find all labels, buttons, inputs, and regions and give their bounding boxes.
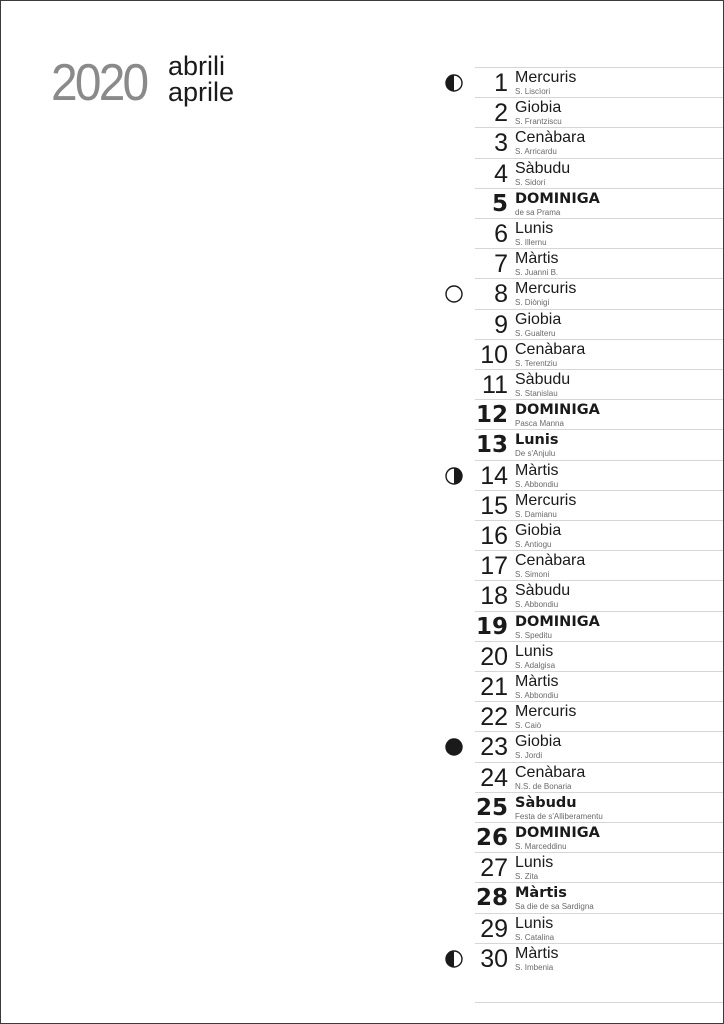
row-divider xyxy=(475,309,723,310)
saint-name: S. Abbondiu xyxy=(515,479,559,489)
row-divider xyxy=(475,429,723,430)
row-divider xyxy=(475,248,723,249)
saint-name: S. Gualteru xyxy=(515,328,556,338)
weekday-name: Màrtis xyxy=(515,461,559,479)
day-row xyxy=(1,127,723,157)
saint-name: Pasca Manna xyxy=(515,419,564,429)
row-divider xyxy=(475,822,723,823)
day-row xyxy=(1,218,723,248)
row-divider xyxy=(475,701,723,702)
day-number: 8 xyxy=(494,280,508,309)
day-number: 17 xyxy=(480,552,508,581)
day-row xyxy=(1,731,723,761)
row-divider xyxy=(475,792,723,793)
row-divider xyxy=(475,188,723,189)
day-number: 2 xyxy=(494,99,508,128)
row-divider xyxy=(475,550,723,551)
day-row xyxy=(1,822,723,852)
row-divider xyxy=(475,611,723,612)
moon-new-icon xyxy=(445,738,463,756)
day-number: 15 xyxy=(480,491,508,520)
day-number: 25 xyxy=(475,794,508,821)
saint-name: S. Abbondiu xyxy=(515,600,559,610)
weekday-name: Sàbudu xyxy=(515,159,571,177)
month-name-italian: aprile xyxy=(168,77,235,107)
weekday-name: Giobia xyxy=(515,733,562,751)
day-number: 30 xyxy=(480,944,508,973)
day-row xyxy=(1,641,723,671)
day-number: 13 xyxy=(475,432,508,459)
saint-name: S. Frantziscu xyxy=(515,117,562,127)
moon-first-quarter-icon xyxy=(445,467,463,485)
day-number: 9 xyxy=(494,310,508,339)
saint-name: S. Damianu xyxy=(515,509,557,519)
row-divider xyxy=(475,913,723,914)
saint-name: S. Stanislau xyxy=(515,389,558,398)
saint-name: S. Diònigi xyxy=(515,298,550,308)
weekday-name: Giobia xyxy=(515,522,562,539)
row-divider xyxy=(475,278,723,279)
day-row xyxy=(1,339,723,369)
weekday-name: Lunis xyxy=(515,854,554,872)
row-divider xyxy=(475,731,723,732)
day-row xyxy=(1,882,723,912)
moon-last-quarter-icon xyxy=(445,74,463,92)
day-row xyxy=(1,490,723,520)
day-row xyxy=(1,309,723,339)
day-row xyxy=(1,97,723,127)
saint-name: N.S. de Bonaria xyxy=(515,781,572,791)
weekday-name: Giobia xyxy=(515,99,562,117)
moon-last-quarter-icon xyxy=(445,950,463,968)
day-number: 3 xyxy=(494,129,508,158)
day-number: 29 xyxy=(480,914,508,943)
day-number: 1 xyxy=(494,69,508,97)
day-row xyxy=(1,913,723,943)
saint-name: S. Arricardu xyxy=(515,147,557,157)
saint-name: De s'Anjulu xyxy=(515,449,556,459)
day-row xyxy=(1,580,723,610)
day-number: 16 xyxy=(480,522,508,550)
weekday-name: Sàbudu xyxy=(515,582,571,600)
row-divider xyxy=(475,399,723,400)
moon-full-icon xyxy=(445,285,463,303)
row-divider xyxy=(475,97,723,98)
day-number: 22 xyxy=(480,703,508,732)
row-divider xyxy=(475,67,723,68)
row-divider xyxy=(475,158,723,159)
divider xyxy=(475,1002,723,1003)
day-row xyxy=(1,611,723,641)
day-row xyxy=(1,429,723,459)
weekday-name: DOMINIGA xyxy=(515,402,600,419)
day-row xyxy=(1,67,723,97)
saint-name: S. Speditu xyxy=(515,630,552,640)
day-row xyxy=(1,369,723,399)
row-divider xyxy=(475,580,723,581)
saint-name: S. Simoni xyxy=(515,570,550,580)
saint-name: S. Zita xyxy=(515,872,539,882)
day-number: 11 xyxy=(482,371,508,399)
weekday-name: Cenàbara xyxy=(515,129,586,147)
weekday-name: DOMINIGA xyxy=(515,825,600,841)
weekday-name: Lunis xyxy=(515,432,559,449)
saint-name: S. Juanni B. xyxy=(515,268,559,278)
saint-name: S. Adalgisa xyxy=(515,660,556,670)
weekday-name: Lunis xyxy=(515,914,554,932)
row-divider xyxy=(475,339,723,340)
weekday-name: Mercuris xyxy=(515,69,577,86)
saint-name: S. Imbenia xyxy=(515,962,554,972)
row-divider xyxy=(475,882,723,883)
day-row xyxy=(1,520,723,550)
day-number: 12 xyxy=(475,402,508,429)
day-row xyxy=(1,943,723,973)
weekday-name: Giobia xyxy=(515,310,562,328)
day-number: 21 xyxy=(480,673,508,701)
day-row xyxy=(1,158,723,188)
weekday-name: Màrtis xyxy=(515,885,567,902)
row-divider xyxy=(475,671,723,672)
row-divider xyxy=(475,218,723,219)
day-row xyxy=(1,671,723,701)
weekday-name: Cenàbara xyxy=(515,340,586,358)
saint-name: de sa Prama xyxy=(515,207,561,217)
weekday-name: DOMINIGA xyxy=(515,190,600,207)
row-divider xyxy=(475,641,723,642)
saint-name: S. Antiogu xyxy=(515,540,552,549)
day-row xyxy=(1,188,723,218)
day-number: 23 xyxy=(480,733,508,762)
row-divider xyxy=(475,762,723,763)
day-number: 20 xyxy=(480,642,508,671)
row-divider xyxy=(475,490,723,491)
saint-name: S. Abbondiu xyxy=(515,691,559,700)
day-row xyxy=(1,792,723,822)
saint-name: S. Jordi xyxy=(515,751,543,761)
weekday-name: Màrtis xyxy=(515,250,559,268)
row-divider xyxy=(475,943,723,944)
weekday-name: Lunis xyxy=(515,220,554,237)
weekday-name: Mercuris xyxy=(515,491,577,509)
row-divider xyxy=(475,520,723,521)
month-name-sardinian: abrili xyxy=(168,51,226,81)
day-row xyxy=(1,460,723,490)
day-number: 24 xyxy=(480,763,508,792)
day-number: 19 xyxy=(475,613,508,640)
saint-name: Festa de s'Alliberamentu xyxy=(515,811,603,821)
weekday-name: Sàbudu xyxy=(515,371,571,388)
day-row xyxy=(1,399,723,429)
weekday-name: Màrtis xyxy=(515,673,559,690)
weekday-name: Cenàbara xyxy=(515,552,586,570)
row-divider xyxy=(475,369,723,370)
weekday-name: Lunis xyxy=(515,642,554,660)
day-row xyxy=(1,701,723,731)
saint-name: S. Terentziu xyxy=(515,358,558,368)
saint-name: Sa die de sa Sardigna xyxy=(515,902,594,912)
saint-name: S. Caiò xyxy=(515,721,542,731)
day-row xyxy=(1,762,723,792)
weekday-name: Mercuris xyxy=(515,703,577,721)
saint-name: S. Sidori xyxy=(515,177,546,187)
day-row xyxy=(1,278,723,308)
saint-name: S. Catalina xyxy=(515,932,555,942)
day-number: 6 xyxy=(494,220,508,248)
day-number: 7 xyxy=(494,250,508,279)
day-row xyxy=(1,248,723,278)
year-label: 2020 xyxy=(51,54,147,112)
day-number: 5 xyxy=(491,190,508,217)
day-number: 14 xyxy=(480,461,508,490)
weekday-name: Mercuris xyxy=(515,280,577,298)
weekday-name: Màrtis xyxy=(515,944,559,962)
weekday-name: Sàbudu xyxy=(515,794,577,811)
day-number: 10 xyxy=(480,340,508,369)
day-number: 27 xyxy=(480,854,508,883)
day-number: 26 xyxy=(475,825,508,851)
saint-name: S. Liscìori xyxy=(515,87,551,96)
row-divider xyxy=(475,852,723,853)
row-divider xyxy=(475,460,723,461)
day-number: 28 xyxy=(475,885,508,912)
saint-name: S. Marceddinu xyxy=(515,842,567,851)
weekday-name: Cenàbara xyxy=(515,763,586,781)
row-divider xyxy=(475,127,723,128)
day-row xyxy=(1,852,723,882)
day-row xyxy=(1,550,723,580)
day-number: 4 xyxy=(494,159,508,188)
day-number: 18 xyxy=(480,582,508,611)
saint-name: S. Illernu xyxy=(515,238,547,247)
weekday-name: DOMINIGA xyxy=(515,613,600,630)
